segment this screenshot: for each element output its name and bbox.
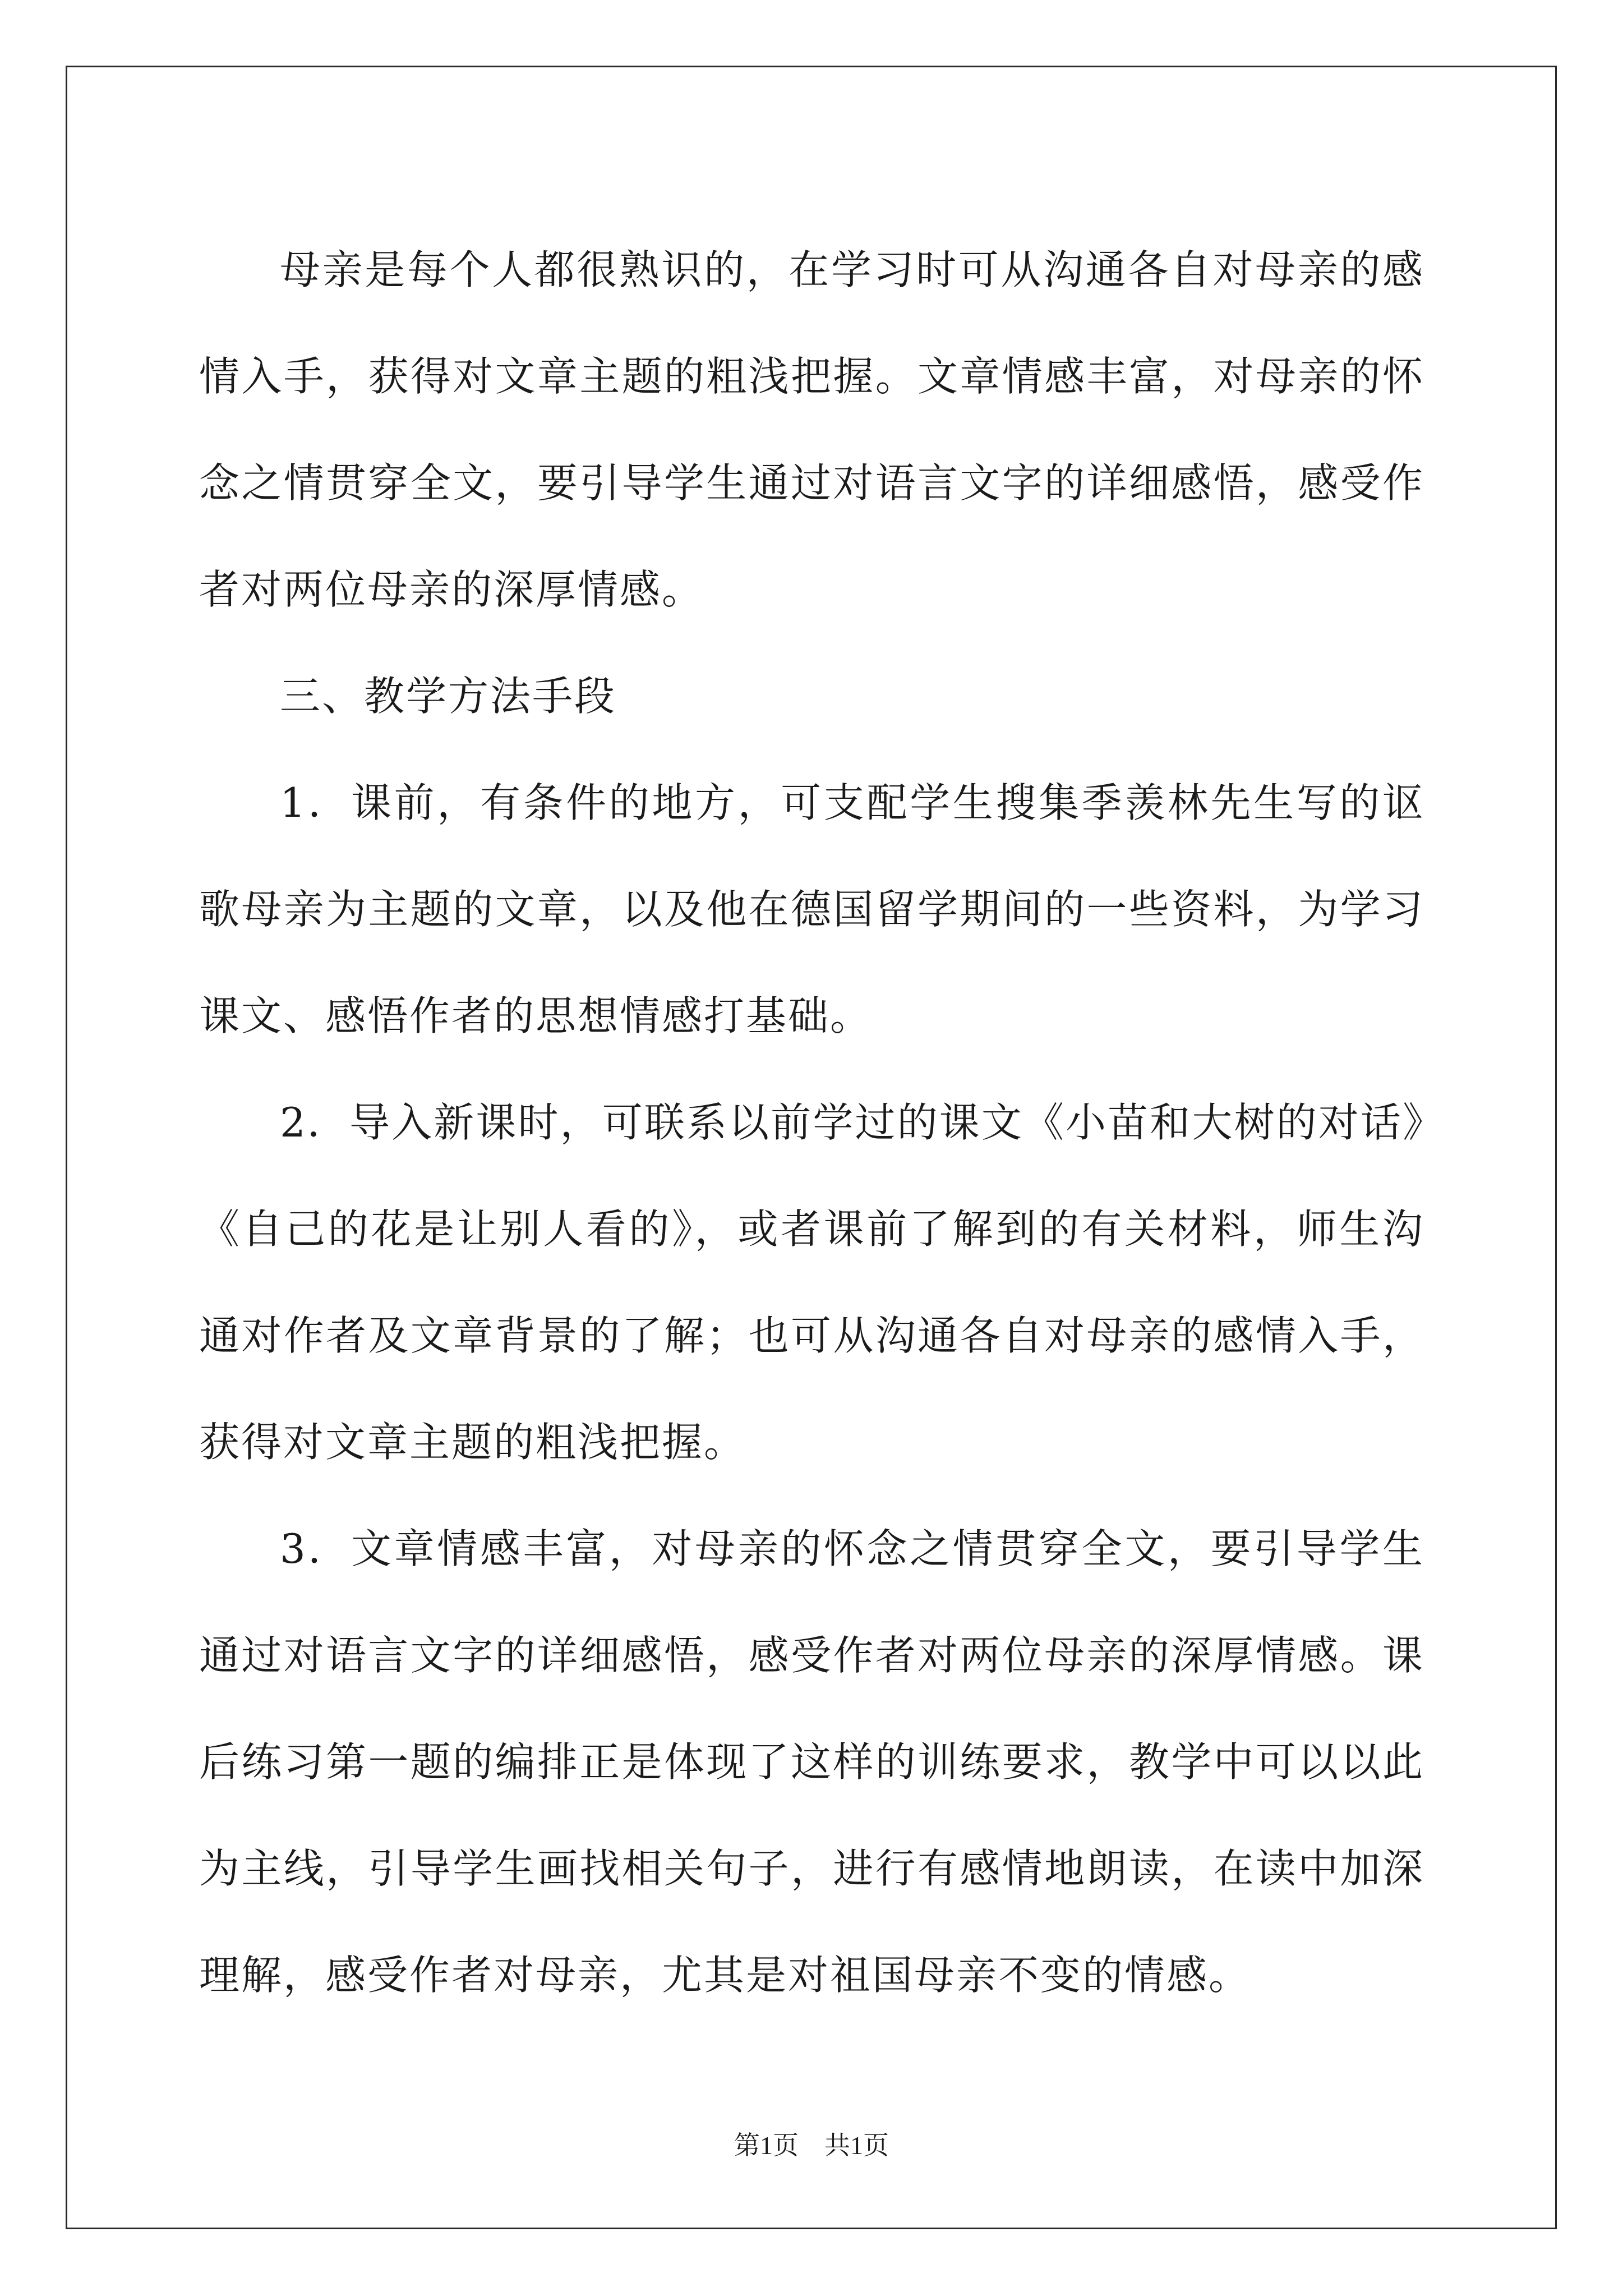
section-heading: 三、教学方法手段 bbox=[280, 673, 617, 720]
paragraph-item-1: 1．课前，有条件的地方，可支配学生搜集季羡林先生写的讴歌母亲为主题的文章，以及他在德国留学期间的一些资料，为学习课文、感悟作者的思想情感打基础。 bbox=[199, 779, 1424, 1039]
document-body bbox=[199, 217, 1424, 2028]
paragraph-item-2: 2．导入新课时，可联系以前学过的课文《小苗和大树的对话》《自己的花是让别人看的》，或者课前了解到的有关材料，师生沟通对作者及文章背景的了解；也可从沟通各自对母亲的感情入手，获得对文章主题的粗浅把握。 bbox=[199, 1099, 1424, 1466]
paragraph-intro: 母亲是每个人都很熟识的，在学习时可从沟通各自对母亲的感情入手，获得对文章主题的粗浅把握。文章情感丰富，对母亲的怀念之情贯穿全文，要引导学生通过对语言文字的详细感悟，感受作者对两位母亲的深厚情感。 bbox=[199, 246, 1424, 613]
paragraph-item-3: 3．文章情感丰富，对母亲的怀念之情贯穿全文，要引导学生通过对语言文字的详细感悟，感受作者对两位母亲的深厚情感。课后练习第一题的编排正是体现了这样的训练要求，教学中可以以此为主线，引导学生画找相关句子，进行有感情地朗读，在读中加深理解，感受作者对母亲，尤其是对祖国母亲不变的情感。 bbox=[199, 1525, 1424, 1999]
page-number-footer: 第1页 共1页 bbox=[734, 2131, 889, 2160]
